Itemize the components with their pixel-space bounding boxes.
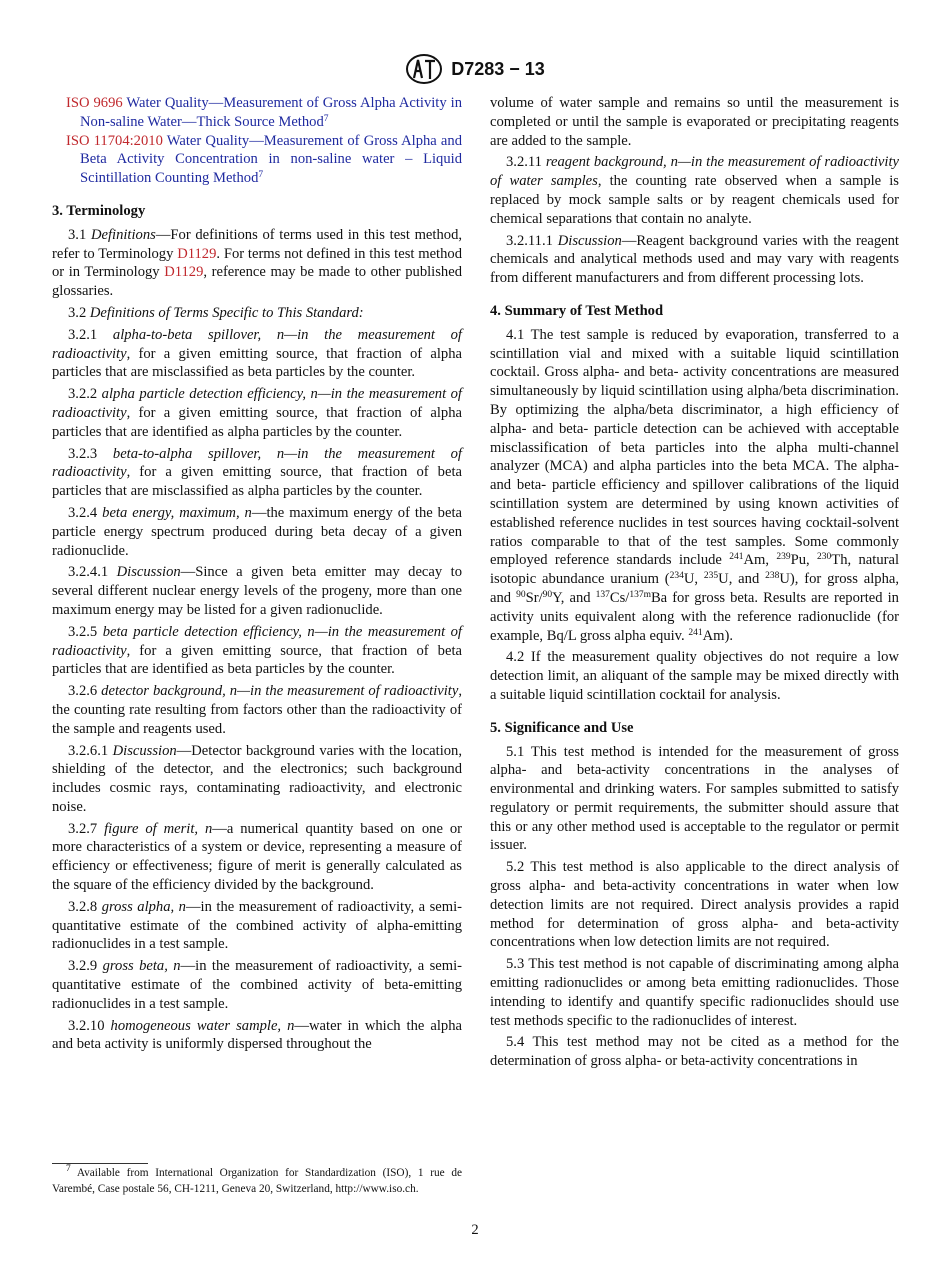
text-run: Y, and <box>552 589 596 606</box>
paragraph <box>490 648 899 704</box>
superscript: 90 <box>516 589 526 600</box>
text-run: 3.2.11.1 <box>506 232 558 249</box>
superscript: 137 <box>595 589 610 600</box>
italic-term: beta particle detection efficiency, n—in the measurement of radioactivity <box>52 623 462 659</box>
text-run: 3.2.6 <box>68 683 102 700</box>
superscript: 239 <box>776 552 791 563</box>
italic-term: detector background, n—in the measurement of radioactivity <box>101 683 459 700</box>
paragraph <box>52 898 462 954</box>
text-run: , for a given emitting source, that fraction of beta particles that are identified as beta particles by the counter. <box>52 642 462 678</box>
right-column <box>490 94 899 1074</box>
reference-item <box>52 94 462 132</box>
terminology-paragraphs <box>52 226 462 1054</box>
paragraph <box>52 820 462 895</box>
left-column <box>52 94 462 1057</box>
text-run: —For definitions of terms used in this test method, refer to Terminology <box>52 226 463 262</box>
superscript: 234 <box>669 571 684 582</box>
text-run: Sr/ <box>525 589 543 606</box>
paragraph <box>52 385 462 441</box>
section-heading-terminology: 3. Terminology <box>52 202 146 219</box>
text-run: Pu, <box>790 552 818 569</box>
text-run: 3.2.8 <box>68 898 102 915</box>
italic-term: figure of merit, n <box>104 820 213 837</box>
text-run: Am, <box>743 552 777 569</box>
text-run: 3.2.3 <box>68 445 113 462</box>
italic-term: homogeneous water sample, n <box>110 1017 295 1034</box>
paragraph <box>52 742 462 817</box>
footnote-ref: 7 <box>258 170 264 181</box>
text-run: U, and <box>718 571 766 588</box>
footnote-text: Available from International Organization for Standardization (ISO), 1 rue de Varembé, Case postale 56, CH-1211, Geneva 20, Switzerland, http://www.iso.ch. <box>52 1167 462 1195</box>
terminology-continued <box>490 94 899 288</box>
paragraph <box>490 232 899 288</box>
text-run: 3.2.2 <box>68 386 102 403</box>
text-run: 5.1 This test method is intended for the measurement of gross alpha- and beta-activity concentrations in the analyses of environmental and drinking waters. For samples submitted to satisfy regulatory or permit requirements, the submitter should assure that this or any other method used is acceptable to the regulator or permit issuer. <box>490 743 899 854</box>
italic-term: beta-to-alpha spillover, n—in the measurement of radioactivity <box>52 445 462 481</box>
text-run: Cs/ <box>609 589 630 606</box>
paragraph <box>490 153 899 228</box>
italic-term: reagent background, n—in the measurement of radioactivity of water samples <box>490 154 900 190</box>
text-run: , the counting rate observed when a sample is replaced by mock sample salts or by reagent chemicals used for chemical separations that contain no analyte. <box>490 173 899 227</box>
paragraph <box>490 955 899 1030</box>
superscript: 137m <box>629 589 651 600</box>
astm-logo-icon <box>405 54 443 84</box>
italic-term: gross alpha, n <box>101 898 186 915</box>
italic-term: Discussion <box>116 564 181 581</box>
standard-link[interactable]: D1129 <box>177 245 217 262</box>
text-run: 3.2.4.1 <box>68 564 117 581</box>
italic-term: alpha-to-beta spillover, n—in the measurement of radioactivity <box>52 326 462 362</box>
text-run: 3.2.7 <box>68 820 105 837</box>
page-header <box>0 54 950 84</box>
text-run: 5.3 This test method is not capable of discriminating among alpha emitting radionuclides or among beta emitting radionuclides. Those intending to identify and quantify specific radionuclides should use test methods specific to the radionuclides of interest. <box>490 956 899 1029</box>
text-run: —Since a given beta emitter may decay to several different nuclear energy levels of the progeny, more than one maximum energy may be listed for a given radionuclide. <box>52 564 462 618</box>
text-run: U), for gross alpha, and <box>490 571 900 606</box>
paragraph <box>52 563 462 619</box>
page-number: 2 <box>471 1222 479 1238</box>
paragraph <box>490 94 899 150</box>
text-run: —a numerical quantity based on one or more characteristics of a system or device, representing a measure of efficiency or effectiveness; figure of merit is generally calculated as the square of the efficiency divided by the background. <box>52 820 463 894</box>
text-run: —Reagent background varies with the reagent chemicals and analytical methods used and may vary with reagents from different manufacturers and from different processing lots. <box>490 232 899 287</box>
text-run: —the maximum energy of the beta particle energy spectrum produced during beta decay of a given radionuclide. <box>52 504 462 559</box>
text-run: , for a given emitting source, that fraction of alpha particles that are identified as alpha particles by the counter. <box>52 404 462 440</box>
text-run: 3.2.9 <box>68 958 103 975</box>
text-run: Th, natural isotopic abundance uranium ( <box>490 552 900 588</box>
paragraph <box>52 445 462 501</box>
paragraph <box>490 858 899 952</box>
italic-term: Definitions of Terms Specific to This Standard: <box>89 304 364 321</box>
significance-paragraphs <box>490 743 899 1072</box>
superscript: 230 <box>817 552 832 563</box>
paragraph <box>52 1017 462 1055</box>
text-run: 3.2.10 <box>68 1017 111 1034</box>
paragraph <box>490 326 899 646</box>
text-run: —in the measurement of radioactivity, a semi-quantitative estimate of the combined activity of beta-emitting radionuclides in a test sample. <box>52 958 462 1012</box>
text-run: volume of water sample and remains so until the measurement is completed or until the sample is evaporated or precipitating reagents are added to the sample. <box>490 95 899 149</box>
text-run: Am). <box>702 627 733 644</box>
superscript: 238 <box>765 571 780 582</box>
italic-term: beta energy, maximum, n <box>102 504 252 521</box>
text-run: 3.1 <box>68 226 91 243</box>
text-run: , reference may be made to other published glossaries. <box>52 264 462 300</box>
text-run: —Detector background varies with the location, shielding of the detector, and the electronics; such background includes cosmic rays, contaminating radioactivity, and electronic noise. <box>52 742 463 815</box>
standard-link[interactable]: D1129 <box>164 264 204 281</box>
text-run: , the counting rate resulting from factors other than the radioactivity of the sample and reagents used. <box>52 683 462 737</box>
reference-code-link[interactable]: ISO 11704:2010 <box>66 132 163 149</box>
superscript: 241 <box>729 552 744 563</box>
reference-code-link[interactable]: ISO 9696 <box>66 95 123 111</box>
footnote <box>52 1166 462 1197</box>
text-run: , for a given emitting source, that fraction of alpha particles that are misclassified as beta particles by the counter. <box>52 345 462 381</box>
superscript: 235 <box>703 571 719 582</box>
paragraph <box>52 304 462 323</box>
document-designation: D7283 − 13 <box>451 58 545 79</box>
footnote-number: 7 <box>66 1164 71 1174</box>
section-heading-significance: 5. Significance and Use <box>490 719 634 736</box>
paragraph <box>52 226 462 301</box>
superscript: 90 <box>542 589 553 600</box>
footnote-ref: 7 <box>323 113 329 124</box>
paragraph <box>52 623 462 679</box>
text-run: 3.2.1 <box>68 326 113 343</box>
italic-term: gross beta, n <box>102 958 181 975</box>
text-run: 3.2.5 <box>68 623 103 640</box>
paragraph <box>52 504 462 560</box>
reference-item <box>52 132 462 188</box>
text-run: 3.2.6.1 <box>68 742 113 759</box>
superscript: 241 <box>688 627 703 638</box>
italic-term: Definitions <box>90 226 156 243</box>
italic-term: Discussion <box>557 232 622 249</box>
text-run: 5.2 This test method is also applicable to the direct analysis of gross alpha- and beta-activity concentrations in water when low detection limits are not required. Direct analysis provides a rapid method for determination of gross alpha- and beta-activity concentrations when low detection limits are not required. <box>490 859 899 951</box>
summary-paragraphs <box>490 326 899 705</box>
paragraph <box>52 326 462 382</box>
text-run: 3.2 <box>68 304 90 321</box>
paragraph <box>52 957 462 1013</box>
italic-term: alpha particle detection efficiency, n—in the measurement of radioactivity <box>52 386 462 421</box>
paragraph <box>52 682 462 738</box>
paragraph <box>490 1033 899 1071</box>
reference-title-link[interactable]: Water Quality—Measurement of Gross Alpha and Beta Activity Concentration in non-saline water – Liquid Scintillation Counting Method <box>80 132 462 187</box>
italic-term: Discussion <box>112 742 177 759</box>
text-run: Ba for gross beta. Results are reported in activity units equivalent along with the reference radionuclide (for example, Bq/L gross alpha equiv. <box>490 589 899 644</box>
text-run: , for a given emitting source, that fraction of beta particles that are misclassified as alpha particles by the counter. <box>52 464 462 500</box>
reference-title-link[interactable]: Water Quality—Measurement of Gross Alpha Activity in Non-saline Water—Thick Source Method <box>80 95 462 130</box>
text-run: 3.2.4 <box>68 504 103 521</box>
text-run: 3.2.11 <box>506 154 546 171</box>
section-heading-summary: 4. Summary of Test Method <box>490 302 664 319</box>
text-run: U, <box>683 571 704 588</box>
text-run: —water in which the alpha and beta activity is uniformly dispersed throughout the <box>52 1017 463 1053</box>
text-run: 4.2 If the measurement quality objectives do not require a low detection limit, an aliquant of the sample may be mixed directly with a suitable liquid scintillation cocktail for analysis. <box>490 649 899 703</box>
text-run: . For terms not defined in this test method or in Terminology <box>52 245 463 281</box>
paragraph <box>490 743 899 856</box>
text-run: —in the measurement of radioactivity, a semi-quantitative estimate of the combined activity of alpha-emitting radionuclides in a test sample. <box>52 898 462 953</box>
text-run: 4.1 The test sample is reduced by evaporation, transferred to a scintillation vial and mixed with a suitable liquid scintillation cocktail. Gross alpha- and beta- activity concentrations are measured simultaneously by liquid scintillation using alpha/beta discrimination. By optimizing the alpha/beta discriminator, a high efficiency of alpha- and beta- particle detection can be achieved with acceptable misclassification of beta particles into the alpha multi-channel analyzer (MCA) and alpha particles into the beta MCA. The alpha- and beta- particle efficiency and spillover calibrations of the liquid scintillation system are determined by using known activities of established reference nuclides in test sources having cocktail-solvent ratios comparable to that of the test samples. Some commonly employed reference standards include <box>490 326 899 569</box>
text-run: 5.4 This test method may not be cited as a method for the determination of gross alpha- or beta-activity concentrations in <box>490 1034 899 1070</box>
